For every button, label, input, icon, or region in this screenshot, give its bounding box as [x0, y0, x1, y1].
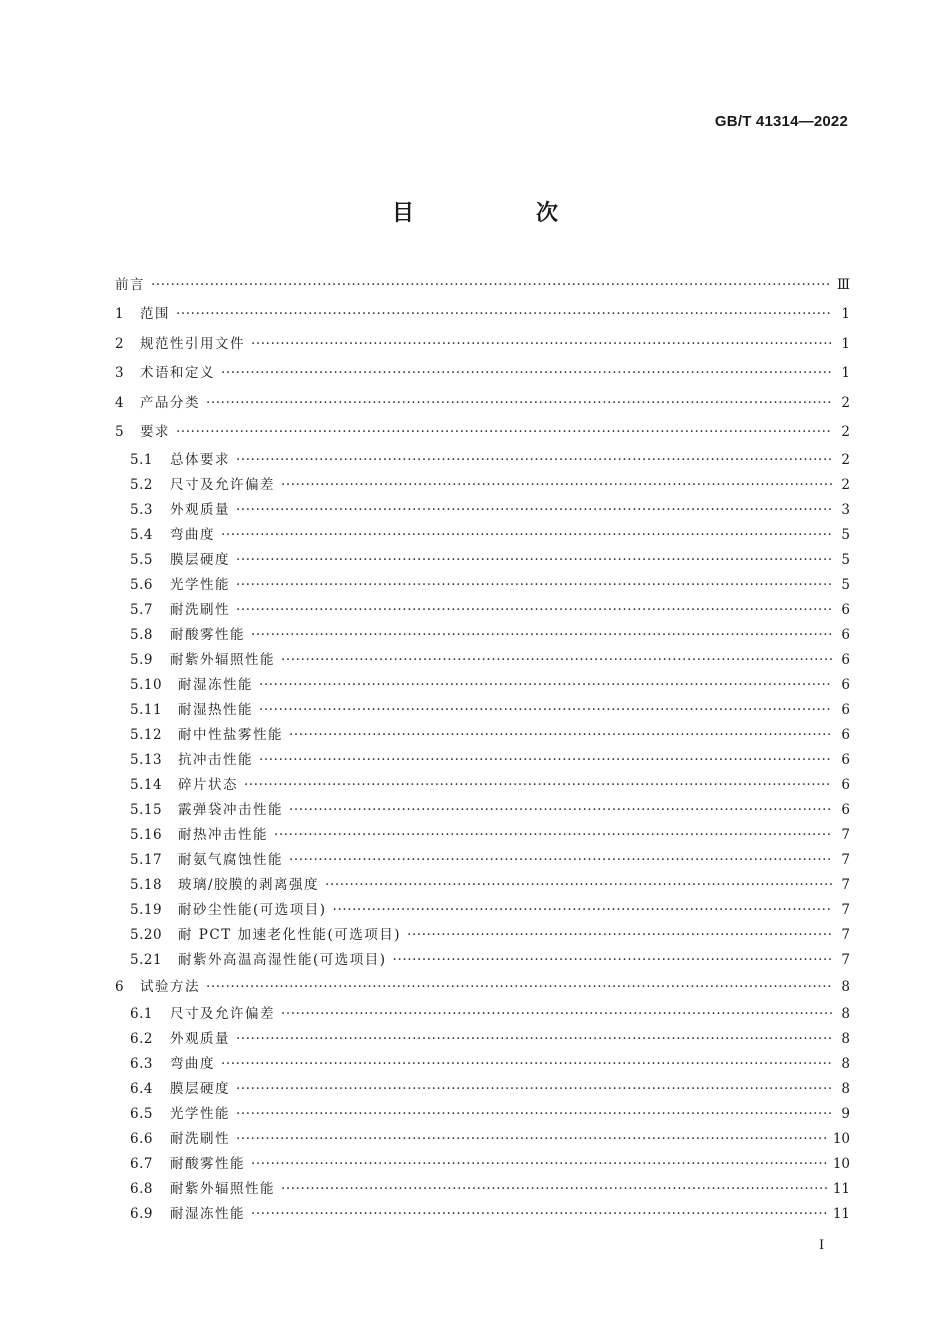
toc-entry-label: 范围	[140, 306, 170, 322]
toc-entry[interactable]	[115, 873, 850, 898]
toc-entry-number: 5.8	[130, 626, 153, 643]
toc-entry-page: 6	[841, 726, 850, 743]
toc-leader-dots	[236, 1127, 827, 1152]
toc-entry-label: 外观质量	[170, 501, 230, 518]
toc-entry-page: 7	[841, 951, 850, 968]
toc-leader-dots	[176, 418, 832, 448]
toc-entry-number: 6.3	[130, 1056, 153, 1072]
toc-leader-dots	[236, 548, 832, 573]
toc-entry-number: 5.7	[130, 601, 153, 618]
toc-entry-number: 2	[115, 335, 125, 352]
toc-leader-dots	[176, 300, 832, 330]
toc-entry-number: 5.16	[130, 826, 163, 843]
toc-entry-label: 膜层硬度	[170, 1081, 230, 1097]
toc-leader-dots	[151, 270, 831, 300]
toc-leader-dots	[236, 573, 832, 598]
toc-entry-label: 尺寸及允许偏差	[170, 1006, 275, 1022]
toc-entry-number: 5.5	[130, 551, 153, 568]
toc-entry[interactable]	[115, 748, 850, 773]
toc-entry[interactable]	[115, 448, 850, 473]
toc-entry[interactable]	[115, 1152, 850, 1177]
toc-entry-page: 6	[841, 776, 850, 793]
toc-entry[interactable]	[115, 848, 850, 873]
toc-leader-dots	[393, 948, 832, 973]
toc-entry[interactable]	[115, 798, 850, 823]
toc-entry-number: 5.6	[130, 576, 153, 593]
toc-entry-page: 3	[841, 501, 850, 518]
toc-entry-label: 霰弹袋冲击性能	[178, 801, 283, 818]
toc-entry-number: 3	[115, 365, 125, 381]
toc-entry[interactable]	[115, 389, 850, 419]
toc-entry-page: 1	[841, 335, 850, 352]
toc-entry[interactable]	[115, 773, 850, 798]
toc-leader-dots	[206, 973, 832, 1003]
toc-entry-page: 6	[841, 651, 850, 668]
toc-entry-page: 1	[841, 365, 850, 381]
toc-entry-label: 规范性引用文件	[140, 335, 245, 352]
toc-leader-dots	[221, 359, 832, 389]
toc-entry-label: 碎片状态	[178, 776, 238, 793]
toc-entry[interactable]	[115, 598, 850, 623]
toc-entry-page: 7	[841, 851, 850, 868]
toc-entry-label: 耐湿冻性能	[170, 1206, 245, 1222]
toc-entry-number: 5.15	[130, 801, 163, 818]
toc-entry-label: 耐湿热性能	[178, 701, 253, 718]
toc-leader-dots	[333, 898, 832, 923]
toc-leader-dots	[236, 1077, 832, 1102]
toc-entry-label: 外观质量	[170, 1031, 230, 1047]
toc-entry-number: 5.1	[130, 451, 153, 468]
toc-entry[interactable]	[115, 1002, 850, 1027]
toc-entry-page: 7	[841, 926, 850, 943]
toc-leader-dots	[259, 748, 832, 773]
toc-entry-label: 试验方法	[140, 978, 200, 995]
toc-entry-label: 尺寸及允许偏差	[170, 476, 275, 493]
toc-entry-page: 8	[841, 1081, 850, 1097]
toc-entry-number: 5.10	[130, 676, 163, 693]
toc-entry-page: 11	[832, 1206, 850, 1222]
toc-leader-dots	[236, 1027, 832, 1052]
toc-leader-dots	[221, 523, 832, 548]
toc-entry[interactable]	[115, 648, 850, 673]
toc-entry-number: 5.21	[130, 951, 163, 968]
toc-entry-number: 6.4	[130, 1081, 153, 1097]
toc-entry-label: 要求	[140, 424, 170, 440]
toc-leader-dots	[251, 330, 832, 360]
toc-entry-label: 耐紫外辐照性能	[170, 1181, 275, 1197]
toc-entry-page: Ⅲ	[836, 277, 850, 293]
toc-entry-page: 6	[841, 751, 850, 768]
toc-entry-page: 8	[841, 1006, 850, 1022]
toc-entry-label: 耐紫外辐照性能	[170, 651, 275, 668]
toc-entry-page: 7	[841, 876, 850, 893]
toc-entry-label: 耐洗刷性	[170, 1131, 230, 1147]
toc-entry[interactable]	[115, 1177, 850, 1202]
toc-entry-page: 6	[841, 601, 850, 618]
toc-entry-number: 1	[115, 306, 125, 322]
toc-entry-page: 5	[841, 551, 850, 568]
toc-entry-number: 6.9	[130, 1206, 153, 1222]
toc-entry[interactable]	[115, 973, 850, 1003]
toc-entry-number: 6.8	[130, 1181, 153, 1197]
toc-entry[interactable]	[115, 473, 850, 498]
toc-entry-label: 耐中性盐雾性能	[178, 726, 283, 743]
toc-entry-label: 光学性能	[170, 1106, 230, 1122]
toc-leader-dots	[251, 1202, 827, 1227]
toc-leader-dots	[281, 1177, 827, 1202]
toc-entry-label: 耐洗刷性	[170, 601, 230, 618]
table-of-contents	[115, 270, 850, 1227]
toc-entry-number: 5.13	[130, 751, 163, 768]
toc-entry-page: 7	[841, 901, 850, 918]
toc-entry-number: 6	[115, 978, 125, 995]
toc-leader-dots	[236, 598, 832, 623]
toc-entry-number: 5.11	[130, 701, 163, 718]
toc-leader-dots	[281, 648, 832, 673]
toc-leader-dots	[236, 498, 832, 523]
toc-entry[interactable]	[115, 948, 850, 973]
toc-entry-page: 11	[832, 1181, 850, 1197]
toc-entry[interactable]	[115, 698, 850, 723]
toc-entry-number: 6.6	[130, 1131, 153, 1147]
toc-leader-dots	[289, 848, 832, 873]
toc-entry-page: 6	[841, 676, 850, 693]
toc-leader-dots	[259, 673, 832, 698]
toc-leader-dots	[206, 389, 832, 419]
toc-entry-page: 5	[841, 576, 850, 593]
toc-leader-dots	[281, 473, 832, 498]
toc-entry-number: 5	[115, 424, 125, 440]
toc-entry[interactable]	[115, 1077, 850, 1102]
toc-leader-dots	[221, 1052, 832, 1077]
toc-entry[interactable]	[115, 300, 850, 330]
toc-entry-page: 2	[841, 476, 850, 493]
toc-entry-label: 光学性能	[170, 576, 230, 593]
toc-entry-label: 耐湿冻性能	[178, 676, 253, 693]
toc-entry-label: 耐紫外高温高湿性能(可选项目)	[178, 951, 387, 968]
toc-entry-label: 前言	[115, 277, 145, 293]
toc-leader-dots	[289, 798, 832, 823]
toc-leader-dots	[407, 923, 832, 948]
toc-entry-label: 耐 PCT 加速老化性能(可选项目)	[178, 926, 402, 943]
toc-entry[interactable]	[115, 923, 850, 948]
toc-leader-dots	[251, 623, 832, 648]
toc-entry-page: 10	[832, 1131, 850, 1147]
footer-page-number: Ⅰ	[819, 1238, 825, 1253]
toc-entry-label: 耐砂尘性能(可选项目)	[178, 901, 327, 918]
toc-entry-number: 4	[115, 394, 125, 411]
toc-entry[interactable]	[115, 573, 850, 598]
toc-entry-page: 9	[841, 1106, 850, 1122]
standard-code: GB/T 41314—2022	[714, 113, 848, 130]
toc-entry-page: 2	[841, 451, 850, 468]
toc-entry-label: 膜层硬度	[170, 551, 230, 568]
toc-entry[interactable]	[115, 723, 850, 748]
toc-entry-page: 8	[841, 1056, 850, 1072]
toc-entry[interactable]	[115, 359, 850, 389]
toc-entry-number: 5.9	[130, 651, 153, 668]
toc-entry-number: 6.1	[130, 1006, 153, 1022]
toc-entry-page: 6	[841, 626, 850, 643]
toc-leader-dots	[251, 1152, 827, 1177]
toc-leader-dots	[244, 773, 832, 798]
toc-entry-label: 产品分类	[140, 394, 200, 411]
toc-entry-page: 6	[841, 801, 850, 818]
toc-entry-label: 抗冲击性能	[178, 751, 253, 768]
toc-entry-number: 5.19	[130, 901, 163, 918]
toc-entry[interactable]	[115, 1052, 850, 1077]
toc-entry[interactable]	[115, 330, 850, 360]
toc-entry[interactable]	[115, 1202, 850, 1227]
toc-entry[interactable]	[115, 418, 850, 448]
toc-entry[interactable]	[115, 1027, 850, 1052]
toc-entry-number: 6.5	[130, 1106, 153, 1122]
toc-leader-dots	[281, 1002, 832, 1027]
toc-entry-number: 5.4	[130, 526, 153, 543]
toc-entry-page: 8	[841, 1031, 850, 1047]
toc-entry[interactable]	[115, 498, 850, 523]
toc-entry[interactable]	[115, 270, 850, 300]
toc-entry-label: 玻璃/胶膜的剥离强度	[178, 876, 320, 893]
toc-leader-dots	[325, 873, 832, 898]
toc-entry-label: 术语和定义	[140, 365, 215, 381]
toc-entry-label: 耐酸雾性能	[170, 626, 245, 643]
toc-entry[interactable]	[115, 823, 850, 848]
toc-leader-dots	[236, 448, 832, 473]
toc-entry-page: 8	[841, 978, 850, 995]
toc-entry-label: 总体要求	[170, 451, 230, 468]
page-title: 目 次	[391, 201, 608, 226]
toc-entry-page: 2	[841, 424, 850, 440]
toc-entry-number: 5.18	[130, 876, 163, 893]
toc-leader-dots	[259, 698, 832, 723]
toc-entry[interactable]	[115, 898, 850, 923]
toc-entry-page: 5	[841, 526, 850, 543]
toc-entry-number: 5.12	[130, 726, 163, 743]
toc-entry[interactable]	[115, 1102, 850, 1127]
toc-entry-label: 耐氨气腐蚀性能	[178, 851, 283, 868]
toc-entry[interactable]	[115, 623, 850, 648]
toc-entry-number: 5.20	[130, 926, 163, 943]
toc-entry-page: 1	[841, 306, 850, 322]
toc-entry-page: 2	[841, 394, 850, 411]
toc-entry-page: 7	[841, 826, 850, 843]
toc-entry[interactable]	[115, 548, 850, 573]
toc-entry-number: 5.17	[130, 851, 163, 868]
toc-entry-label: 弯曲度	[170, 1056, 215, 1072]
toc-entry-page: 6	[841, 701, 850, 718]
toc-entry-label: 耐热冲击性能	[178, 826, 268, 843]
toc-entry-label: 弯曲度	[170, 526, 215, 543]
toc-entry[interactable]	[115, 1127, 850, 1152]
toc-entry-number: 6.7	[130, 1156, 153, 1172]
toc-entry-page: 10	[832, 1156, 850, 1172]
toc-entry-number: 5.3	[130, 501, 153, 518]
toc-entry-number: 5.2	[130, 476, 153, 493]
toc-leader-dots	[289, 723, 832, 748]
toc-leader-dots	[274, 823, 832, 848]
toc-entry-number: 6.2	[130, 1031, 153, 1047]
toc-leader-dots	[236, 1102, 832, 1127]
toc-entry[interactable]	[115, 523, 850, 548]
toc-entry[interactable]	[115, 673, 850, 698]
toc-entry-label: 耐酸雾性能	[170, 1156, 245, 1172]
toc-entry-number: 5.14	[130, 776, 163, 793]
